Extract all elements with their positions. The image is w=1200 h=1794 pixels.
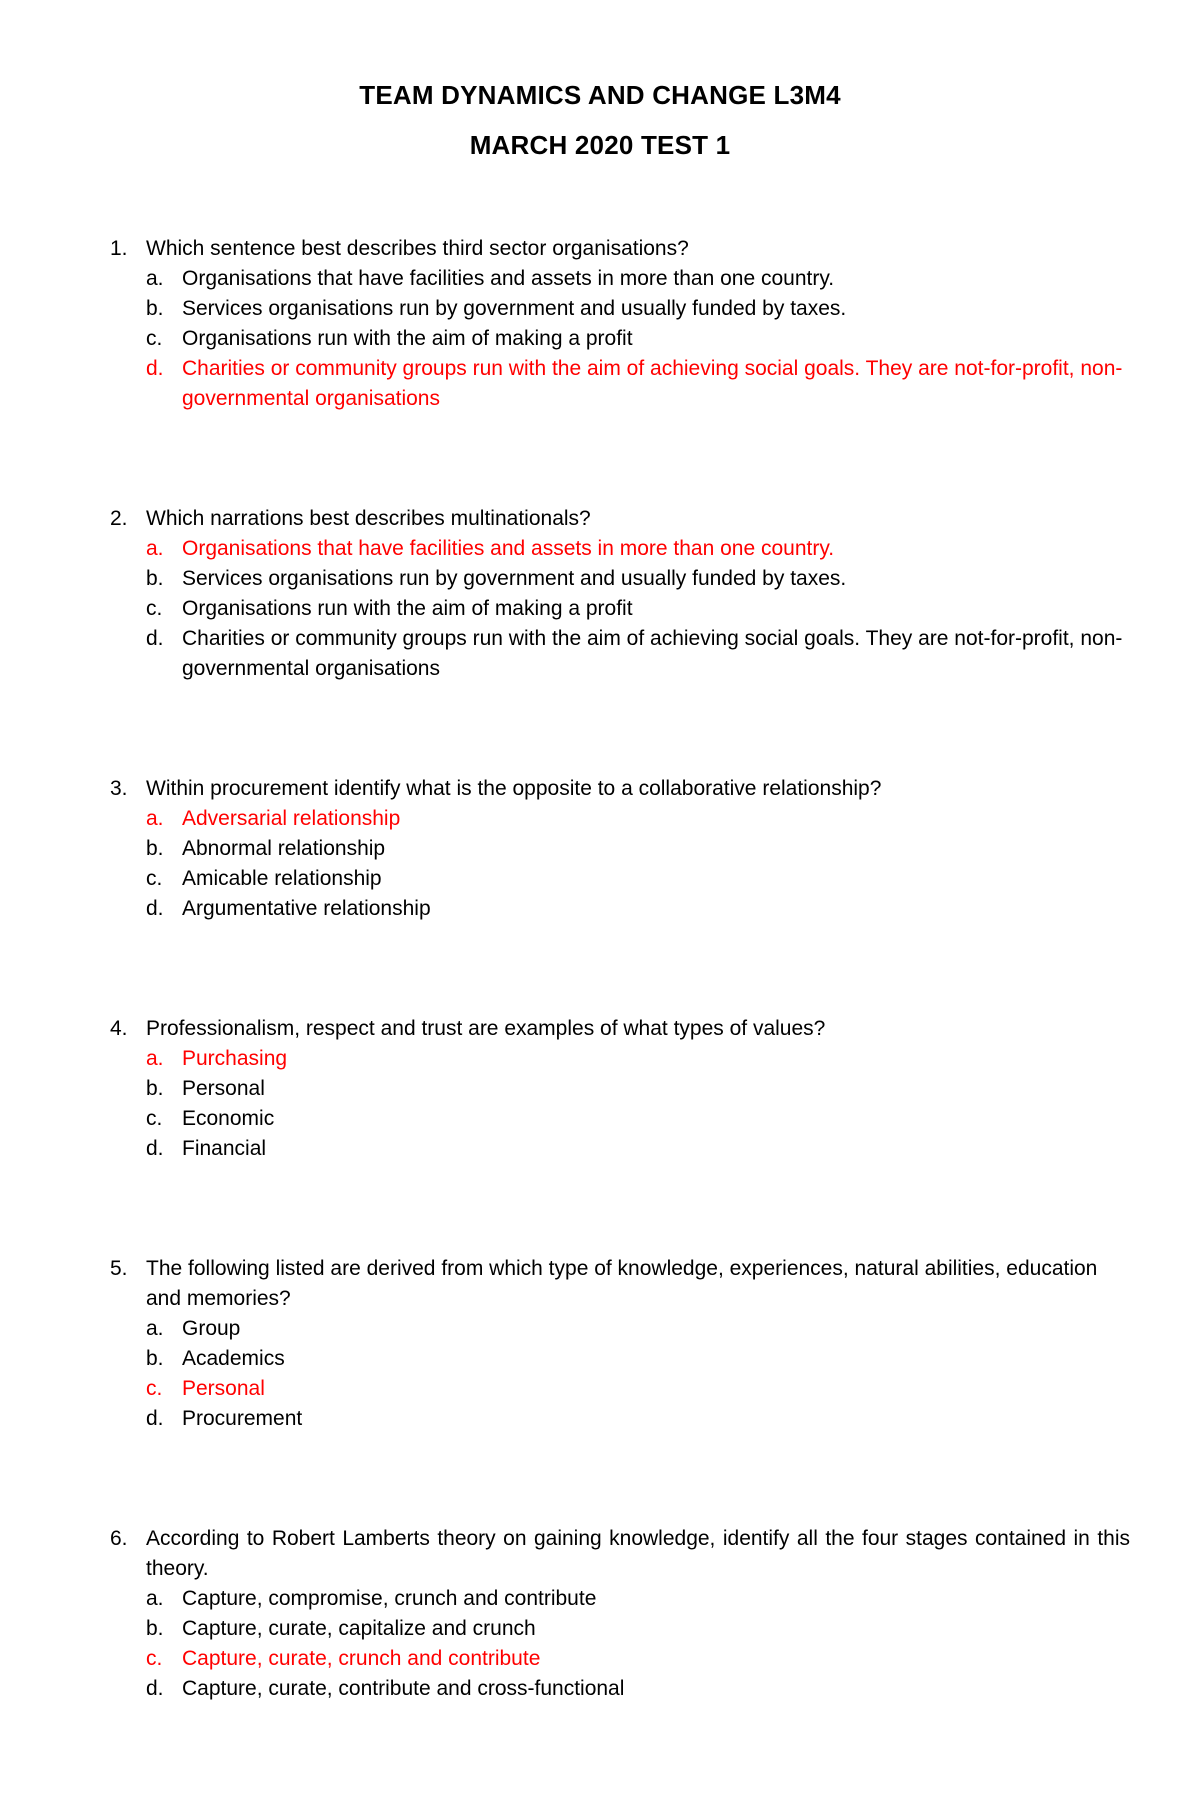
option-letter: d. <box>146 357 164 380</box>
answer-option <box>110 1614 1130 1644</box>
answer-options <box>110 264 1130 414</box>
answer-option <box>110 1104 1130 1134</box>
option-letter: a. <box>146 1587 164 1610</box>
answer-option <box>110 1674 1130 1704</box>
option-letter: b. <box>146 297 164 320</box>
option-text: Personal <box>182 1077 265 1100</box>
option-letter: c. <box>146 1107 163 1130</box>
option-text: Services organisations run by government and usually funded by taxes. <box>182 297 847 320</box>
option-letter: c. <box>146 597 163 620</box>
option-text: Capture, compromise, crunch and contribute <box>182 1587 597 1610</box>
question-number: 5. <box>110 1257 128 1280</box>
answer-options <box>110 534 1130 684</box>
option-text: Organisations run with the aim of making a profit <box>182 597 633 620</box>
option-letter: c. <box>146 867 163 890</box>
answer-option <box>110 354 1130 414</box>
question-number: 1. <box>110 237 128 260</box>
question-text: Professionalism, respect and trust are examples of what types of values? <box>146 1017 826 1040</box>
answer-options <box>110 804 1130 924</box>
option-letter: d. <box>146 1137 164 1160</box>
question-1 <box>110 234 1130 414</box>
option-letter: b. <box>146 1077 164 1100</box>
option-text: Capture, curate, contribute and cross-functional <box>182 1677 625 1700</box>
answer-option <box>110 294 1130 324</box>
option-text: Charities or community groups run with the aim of achieving social goals. They are not-for-profit, non-governmental organisations <box>182 357 1123 410</box>
option-text: Purchasing <box>182 1047 288 1070</box>
answer-option <box>110 264 1130 294</box>
answer-option <box>110 594 1130 624</box>
question-2 <box>110 504 1130 684</box>
question-text: The following listed are derived from which type of knowledge, experiences, natural abilities, education and memories? <box>146 1257 1098 1310</box>
option-text: Amicable relationship <box>182 867 382 890</box>
option-letter: c. <box>146 327 163 350</box>
question-text: Which sentence best describes third sector organisations? <box>146 237 689 260</box>
answer-option <box>110 834 1130 864</box>
option-letter: b. <box>146 567 164 590</box>
option-letter: b. <box>146 1347 164 1370</box>
option-text: Adversarial relationship <box>182 807 401 830</box>
option-letter: a. <box>146 537 164 560</box>
answer-option <box>110 1314 1130 1344</box>
answer-options <box>110 1584 1130 1704</box>
question-text: Within procurement identify what is the opposite to a collaborative relationship? <box>146 777 882 800</box>
option-letter: b. <box>146 837 164 860</box>
answer-option <box>110 1404 1130 1434</box>
question-text: Which narrations best describes multinationals? <box>146 507 591 530</box>
option-text: Organisations run with the aim of making a profit <box>182 327 633 350</box>
option-letter: a. <box>146 807 164 830</box>
option-letter: a. <box>146 267 164 290</box>
document-title: TEAM DYNAMICS AND CHANGE L3M4 <box>359 80 841 110</box>
answer-option <box>110 534 1130 564</box>
answer-option <box>110 1074 1130 1104</box>
answer-option <box>110 1044 1130 1074</box>
question-number: 2. <box>110 507 128 530</box>
answer-option <box>110 1374 1130 1404</box>
option-text: Personal <box>182 1377 265 1400</box>
option-letter: c. <box>146 1377 163 1400</box>
option-letter: a. <box>146 1317 164 1340</box>
option-text: Argumentative relationship <box>182 897 431 920</box>
option-text: Financial <box>182 1137 267 1160</box>
option-letter: d. <box>146 627 164 650</box>
document-subtitle: MARCH 2020 TEST 1 <box>469 130 731 160</box>
option-letter: d. <box>146 1407 164 1430</box>
answer-options <box>110 1314 1130 1434</box>
option-text: Economic <box>182 1107 275 1130</box>
option-text: Organisations that have facilities and assets in more than one country. <box>182 537 835 560</box>
option-letter: d. <box>146 1677 164 1700</box>
option-text: Services organisations run by government and usually funded by taxes. <box>182 567 847 590</box>
answer-option <box>110 1134 1130 1164</box>
answer-option <box>110 324 1130 354</box>
option-letter: b. <box>146 1617 164 1640</box>
question-number: 6. <box>110 1527 128 1550</box>
answer-option <box>110 864 1130 894</box>
option-text: Procurement <box>182 1407 303 1430</box>
option-text: Capture, curate, capitalize and crunch <box>182 1617 536 1640</box>
option-text: Academics <box>182 1347 285 1370</box>
answer-option <box>110 1584 1130 1614</box>
answer-option <box>110 804 1130 834</box>
option-letter: c. <box>146 1647 163 1670</box>
question-5 <box>110 1254 1130 1434</box>
option-text: Capture, curate, crunch and contribute <box>182 1647 541 1670</box>
answer-option <box>110 1344 1130 1374</box>
answer-option <box>110 1644 1130 1674</box>
option-letter: d. <box>146 897 164 920</box>
question-number: 4. <box>110 1017 128 1040</box>
question-number: 3. <box>110 777 128 800</box>
question-text: According to Robert Lamberts theory on gaining knowledge, identify all the four stages contained in this theory. <box>146 1527 1130 1580</box>
question-list <box>110 234 1130 1794</box>
question-3 <box>110 774 1130 924</box>
option-text: Organisations that have facilities and assets in more than one country. <box>182 267 835 290</box>
answer-options <box>110 1044 1130 1164</box>
answer-option <box>110 624 1130 684</box>
option-text: Charities or community groups run with the aim of achieving social goals. They are not-for-profit, non-governmental organisations <box>182 627 1123 680</box>
option-text: Group <box>182 1317 241 1340</box>
question-4 <box>110 1014 1130 1164</box>
answer-option <box>110 564 1130 594</box>
option-text: Abnormal relationship <box>182 837 386 860</box>
question-6 <box>110 1524 1130 1704</box>
answer-option <box>110 894 1130 924</box>
option-letter: a. <box>146 1047 164 1070</box>
